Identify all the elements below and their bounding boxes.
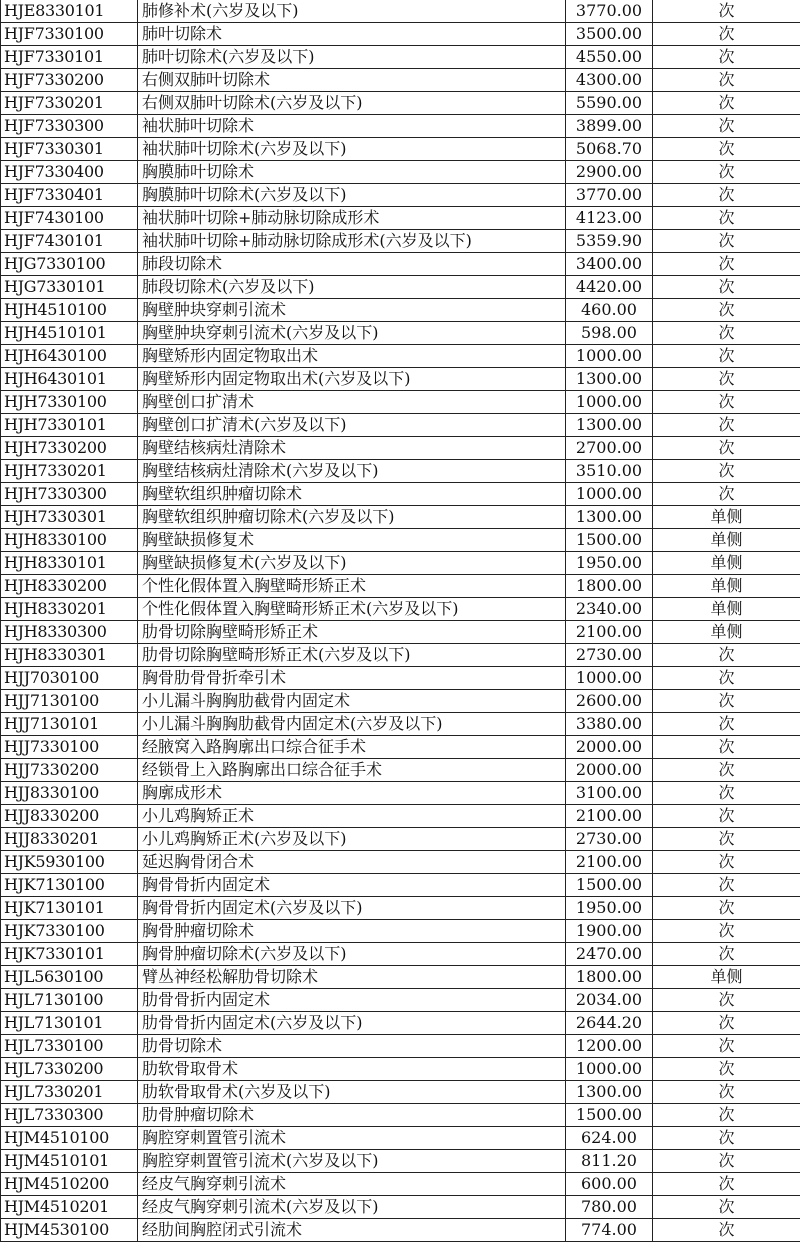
code-cell: HJM4530100 <box>1 1219 138 1242</box>
name-cell: 胸壁缺损修复术(六岁及以下) <box>138 552 566 575</box>
name-cell: 肺修补术(六岁及以下) <box>138 0 566 23</box>
code-cell: HJL7330300 <box>1 1104 138 1127</box>
price-cell: 2034.00 <box>566 989 653 1012</box>
code-cell: HJF7330300 <box>1 115 138 138</box>
table-row <box>1 552 800 575</box>
code-cell: HJH7330301 <box>1 506 138 529</box>
table-row <box>1 575 800 598</box>
price-cell: 1800.00 <box>566 966 653 989</box>
code-cell: HJL7330201 <box>1 1081 138 1104</box>
code-cell: HJL7130101 <box>1 1012 138 1035</box>
unit-cell: 次 <box>653 1081 800 1104</box>
name-cell: 右侧双肺叶切除术 <box>138 69 566 92</box>
code-cell: HJH6430100 <box>1 345 138 368</box>
table-row <box>1 897 800 920</box>
unit-cell: 次 <box>653 460 800 483</box>
price-cell: 1500.00 <box>566 874 653 897</box>
name-cell: 肺叶切除术(六岁及以下) <box>138 46 566 69</box>
price-cell: 624.00 <box>566 1127 653 1150</box>
name-cell: 胸壁矫形内固定物取出术 <box>138 345 566 368</box>
price-cell: 598.00 <box>566 322 653 345</box>
name-cell: 肋软骨取骨术(六岁及以下) <box>138 1081 566 1104</box>
price-cell: 2100.00 <box>566 805 653 828</box>
name-cell: 胸骨骨折内固定术 <box>138 874 566 897</box>
name-cell: 经皮气胸穿刺引流术(六岁及以下) <box>138 1196 566 1219</box>
name-cell: 肋骨切除术 <box>138 1035 566 1058</box>
name-cell: 胸膜肺叶切除术 <box>138 161 566 184</box>
table-row <box>1 368 800 391</box>
price-cell: 2730.00 <box>566 644 653 667</box>
table-row <box>1 1012 800 1035</box>
code-cell: HJM4510101 <box>1 1150 138 1173</box>
name-cell: 胸壁结核病灶清除术 <box>138 437 566 460</box>
unit-cell: 次 <box>653 1104 800 1127</box>
price-cell: 3400.00 <box>566 253 653 276</box>
name-cell: 小儿鸡胸矫正术(六岁及以下) <box>138 828 566 851</box>
unit-cell: 次 <box>653 989 800 1012</box>
name-cell: 胸壁肿块穿刺引流术(六岁及以下) <box>138 322 566 345</box>
price-cell: 2100.00 <box>566 851 653 874</box>
code-cell: HJK7130100 <box>1 874 138 897</box>
table-row <box>1 230 800 253</box>
name-cell: 袖状肺叶切除术(六岁及以下) <box>138 138 566 161</box>
table-row <box>1 391 800 414</box>
unit-cell: 次 <box>653 115 800 138</box>
name-cell: 小儿鸡胸矫正术 <box>138 805 566 828</box>
price-cell: 1800.00 <box>566 575 653 598</box>
price-cell: 4123.00 <box>566 207 653 230</box>
unit-cell: 次 <box>653 805 800 828</box>
price-cell: 1300.00 <box>566 368 653 391</box>
table-row <box>1 782 800 805</box>
table-row <box>1 621 800 644</box>
price-cell: 1500.00 <box>566 529 653 552</box>
price-cell: 1300.00 <box>566 414 653 437</box>
code-cell: HJG7330100 <box>1 253 138 276</box>
code-cell: HJJ8330201 <box>1 828 138 851</box>
unit-cell: 次 <box>653 644 800 667</box>
unit-cell: 次 <box>653 276 800 299</box>
table-row <box>1 989 800 1012</box>
price-cell: 1500.00 <box>566 1104 653 1127</box>
name-cell: 肺段切除术(六岁及以下) <box>138 276 566 299</box>
code-cell: HJK7130101 <box>1 897 138 920</box>
unit-cell: 次 <box>653 1219 800 1242</box>
unit-cell: 次 <box>653 1196 800 1219</box>
unit-cell: 次 <box>653 69 800 92</box>
code-cell: HJM4510201 <box>1 1196 138 1219</box>
code-cell: HJH4510100 <box>1 299 138 322</box>
code-cell: HJH6430101 <box>1 368 138 391</box>
code-cell: HJH7330100 <box>1 391 138 414</box>
price-cell: 1000.00 <box>566 483 653 506</box>
name-cell: 右侧双肺叶切除术(六岁及以下) <box>138 92 566 115</box>
code-cell: HJH7330200 <box>1 437 138 460</box>
unit-cell: 次 <box>653 368 800 391</box>
price-table-body <box>1 0 800 1242</box>
unit-cell: 次 <box>653 414 800 437</box>
code-cell: HJH8330301 <box>1 644 138 667</box>
table-row <box>1 207 800 230</box>
code-cell: HJF7330401 <box>1 184 138 207</box>
price-cell: 1300.00 <box>566 506 653 529</box>
code-cell: HJJ7130101 <box>1 713 138 736</box>
code-cell: HJF7330301 <box>1 138 138 161</box>
table-row <box>1 644 800 667</box>
price-cell: 780.00 <box>566 1196 653 1219</box>
name-cell: 胸壁肿块穿刺引流术 <box>138 299 566 322</box>
price-cell: 3100.00 <box>566 782 653 805</box>
unit-cell: 单侧 <box>653 506 800 529</box>
name-cell: 胸骨骨折内固定术(六岁及以下) <box>138 897 566 920</box>
code-cell: HJF7330400 <box>1 161 138 184</box>
code-cell: HJF7430101 <box>1 230 138 253</box>
name-cell: 胸廓成形术 <box>138 782 566 805</box>
price-cell: 2470.00 <box>566 943 653 966</box>
unit-cell: 单侧 <box>653 552 800 575</box>
price-cell: 1000.00 <box>566 391 653 414</box>
price-cell: 4550.00 <box>566 46 653 69</box>
table-row <box>1 851 800 874</box>
code-cell: HJJ7330100 <box>1 736 138 759</box>
unit-cell: 次 <box>653 138 800 161</box>
table-row <box>1 1081 800 1104</box>
code-cell: HJK5930100 <box>1 851 138 874</box>
price-cell: 1200.00 <box>566 1035 653 1058</box>
name-cell: 胸骨肿瘤切除术(六岁及以下) <box>138 943 566 966</box>
unit-cell: 次 <box>653 253 800 276</box>
price-cell: 5359.90 <box>566 230 653 253</box>
name-cell: 胸腔穿刺置管引流术(六岁及以下) <box>138 1150 566 1173</box>
unit-cell: 单侧 <box>653 575 800 598</box>
table-row <box>1 506 800 529</box>
price-cell: 3770.00 <box>566 0 653 23</box>
name-cell: 小儿漏斗胸胸肋截骨内固定术(六岁及以下) <box>138 713 566 736</box>
name-cell: 胸壁缺损修复术 <box>138 529 566 552</box>
code-cell: HJK7330101 <box>1 943 138 966</box>
table-row <box>1 92 800 115</box>
unit-cell: 次 <box>653 690 800 713</box>
code-cell: HJH7330101 <box>1 414 138 437</box>
table-row <box>1 943 800 966</box>
code-cell: HJH8330101 <box>1 552 138 575</box>
unit-cell: 次 <box>653 828 800 851</box>
price-cell: 2340.00 <box>566 598 653 621</box>
unit-cell: 次 <box>653 299 800 322</box>
unit-cell: 次 <box>653 437 800 460</box>
table-row <box>1 437 800 460</box>
code-cell: HJF7330101 <box>1 46 138 69</box>
name-cell: 袖状肺叶切除术 <box>138 115 566 138</box>
name-cell: 肋骨切除胸壁畸形矫正术 <box>138 621 566 644</box>
price-cell: 3899.00 <box>566 115 653 138</box>
price-cell: 2644.20 <box>566 1012 653 1035</box>
table-row <box>1 115 800 138</box>
price-cell: 1000.00 <box>566 1058 653 1081</box>
price-cell: 1900.00 <box>566 920 653 943</box>
unit-cell: 次 <box>653 667 800 690</box>
price-cell: 3510.00 <box>566 460 653 483</box>
table-row <box>1 598 800 621</box>
name-cell: 肺叶切除术 <box>138 23 566 46</box>
unit-cell: 次 <box>653 345 800 368</box>
price-cell: 2900.00 <box>566 161 653 184</box>
code-cell: HJM4510100 <box>1 1127 138 1150</box>
code-cell: HJE8330101 <box>1 0 138 23</box>
name-cell: 胸壁创口扩清术(六岁及以下) <box>138 414 566 437</box>
code-cell: HJJ7030100 <box>1 667 138 690</box>
code-cell: HJH7330201 <box>1 460 138 483</box>
unit-cell: 次 <box>653 943 800 966</box>
table-row <box>1 966 800 989</box>
code-cell: HJH8330300 <box>1 621 138 644</box>
name-cell: 肋骨肿瘤切除术 <box>138 1104 566 1127</box>
code-cell: HJF7330201 <box>1 92 138 115</box>
price-cell: 1000.00 <box>566 667 653 690</box>
code-cell: HJF7330100 <box>1 23 138 46</box>
name-cell: 个性化假体置入胸壁畸形矫正术(六岁及以下) <box>138 598 566 621</box>
table-row <box>1 253 800 276</box>
name-cell: 延迟胸骨闭合术 <box>138 851 566 874</box>
name-cell: 小儿漏斗胸胸肋截骨内固定术 <box>138 690 566 713</box>
unit-cell: 单侧 <box>653 598 800 621</box>
name-cell: 胸壁结核病灶清除术(六岁及以下) <box>138 460 566 483</box>
table-row <box>1 874 800 897</box>
unit-cell: 次 <box>653 1173 800 1196</box>
name-cell: 肋骨骨折内固定术(六岁及以下) <box>138 1012 566 1035</box>
name-cell: 胸腔穿刺置管引流术 <box>138 1127 566 1150</box>
unit-cell: 次 <box>653 851 800 874</box>
name-cell: 胸壁软组织肿瘤切除术 <box>138 483 566 506</box>
unit-cell: 次 <box>653 1058 800 1081</box>
code-cell: HJH8330200 <box>1 575 138 598</box>
name-cell: 肋骨骨折内固定术 <box>138 989 566 1012</box>
code-cell: HJH8330100 <box>1 529 138 552</box>
code-cell: HJG7330101 <box>1 276 138 299</box>
name-cell: 肺段切除术 <box>138 253 566 276</box>
unit-cell: 次 <box>653 322 800 345</box>
table-row <box>1 805 800 828</box>
name-cell: 经腋窝入路胸廓出口综合征手术 <box>138 736 566 759</box>
table-row <box>1 1035 800 1058</box>
name-cell: 胸膜肺叶切除术(六岁及以下) <box>138 184 566 207</box>
unit-cell: 次 <box>653 391 800 414</box>
unit-cell: 次 <box>653 230 800 253</box>
unit-cell: 次 <box>653 1150 800 1173</box>
unit-cell: 次 <box>653 161 800 184</box>
code-cell: HJJ7130100 <box>1 690 138 713</box>
code-cell: HJJ8330100 <box>1 782 138 805</box>
name-cell: 胸壁创口扩清术 <box>138 391 566 414</box>
unit-cell: 次 <box>653 1127 800 1150</box>
unit-cell: 单侧 <box>653 621 800 644</box>
table-row <box>1 69 800 92</box>
code-cell: HJJ8330200 <box>1 805 138 828</box>
table-row <box>1 1196 800 1219</box>
price-cell: 2000.00 <box>566 759 653 782</box>
price-cell: 4420.00 <box>566 276 653 299</box>
table-row <box>1 46 800 69</box>
table-row <box>1 322 800 345</box>
table-row <box>1 1058 800 1081</box>
code-cell: HJH4510101 <box>1 322 138 345</box>
price-cell: 2730.00 <box>566 828 653 851</box>
table-row <box>1 23 800 46</box>
code-cell: HJM4510200 <box>1 1173 138 1196</box>
code-cell: HJH7330300 <box>1 483 138 506</box>
table-row <box>1 138 800 161</box>
table-row <box>1 460 800 483</box>
table-row <box>1 276 800 299</box>
price-cell: 774.00 <box>566 1219 653 1242</box>
price-cell: 5068.70 <box>566 138 653 161</box>
price-cell: 2700.00 <box>566 437 653 460</box>
price-cell: 3380.00 <box>566 713 653 736</box>
price-cell: 5590.00 <box>566 92 653 115</box>
unit-cell: 次 <box>653 207 800 230</box>
name-cell: 臂丛神经松解肋骨切除术 <box>138 966 566 989</box>
unit-cell: 次 <box>653 782 800 805</box>
unit-cell: 单侧 <box>653 529 800 552</box>
unit-cell: 次 <box>653 897 800 920</box>
name-cell: 胸骨肿瘤切除术 <box>138 920 566 943</box>
table-row <box>1 1127 800 1150</box>
price-cell: 2100.00 <box>566 621 653 644</box>
table-row <box>1 1173 800 1196</box>
table-row <box>1 690 800 713</box>
unit-cell: 单侧 <box>653 966 800 989</box>
unit-cell: 次 <box>653 713 800 736</box>
unit-cell: 次 <box>653 483 800 506</box>
price-cell: 1950.00 <box>566 897 653 920</box>
table-row <box>1 0 800 23</box>
name-cell: 个性化假体置入胸壁畸形矫正术 <box>138 575 566 598</box>
table-row <box>1 828 800 851</box>
price-cell: 3500.00 <box>566 23 653 46</box>
unit-cell: 次 <box>653 92 800 115</box>
code-cell: HJL7330200 <box>1 1058 138 1081</box>
price-cell: 1300.00 <box>566 1081 653 1104</box>
name-cell: 经锁骨上入路胸廓出口综合征手术 <box>138 759 566 782</box>
price-cell: 1950.00 <box>566 552 653 575</box>
price-cell: 2600.00 <box>566 690 653 713</box>
price-cell: 1000.00 <box>566 345 653 368</box>
code-cell: HJL7330100 <box>1 1035 138 1058</box>
price-cell: 3770.00 <box>566 184 653 207</box>
name-cell: 肋骨切除胸壁畸形矫正术(六岁及以下) <box>138 644 566 667</box>
code-cell: HJL7130100 <box>1 989 138 1012</box>
name-cell: 袖状肺叶切除+肺动脉切除成形术(六岁及以下) <box>138 230 566 253</box>
table-row <box>1 920 800 943</box>
unit-cell: 次 <box>653 184 800 207</box>
name-cell: 胸壁矫形内固定物取出术(六岁及以下) <box>138 368 566 391</box>
table-row <box>1 483 800 506</box>
unit-cell: 次 <box>653 920 800 943</box>
price-cell: 811.20 <box>566 1150 653 1173</box>
name-cell: 肋软骨取骨术 <box>138 1058 566 1081</box>
table-row <box>1 529 800 552</box>
code-cell: HJF7330200 <box>1 69 138 92</box>
unit-cell: 次 <box>653 759 800 782</box>
price-cell: 4300.00 <box>566 69 653 92</box>
code-cell: HJL5630100 <box>1 966 138 989</box>
table-row <box>1 667 800 690</box>
table-row <box>1 1104 800 1127</box>
table-row <box>1 1219 800 1242</box>
code-cell: HJH8330201 <box>1 598 138 621</box>
table-row <box>1 345 800 368</box>
price-cell: 460.00 <box>566 299 653 322</box>
table-row <box>1 759 800 782</box>
table-row <box>1 299 800 322</box>
price-cell: 2000.00 <box>566 736 653 759</box>
name-cell: 经皮气胸穿刺引流术 <box>138 1173 566 1196</box>
unit-cell: 次 <box>653 0 800 23</box>
table-row <box>1 414 800 437</box>
table-row <box>1 736 800 759</box>
unit-cell: 次 <box>653 736 800 759</box>
name-cell: 经肋间胸腔闭式引流术 <box>138 1219 566 1242</box>
code-cell: HJK7330100 <box>1 920 138 943</box>
table-row <box>1 713 800 736</box>
code-cell: HJJ7330200 <box>1 759 138 782</box>
unit-cell: 次 <box>653 46 800 69</box>
unit-cell: 次 <box>653 1012 800 1035</box>
name-cell: 胸壁软组织肿瘤切除术(六岁及以下) <box>138 506 566 529</box>
unit-cell: 次 <box>653 23 800 46</box>
table-row <box>1 1150 800 1173</box>
price-cell: 600.00 <box>566 1173 653 1196</box>
unit-cell: 次 <box>653 1035 800 1058</box>
name-cell: 袖状肺叶切除+肺动脉切除成形术 <box>138 207 566 230</box>
code-cell: HJF7430100 <box>1 207 138 230</box>
table-row <box>1 184 800 207</box>
unit-cell: 次 <box>653 874 800 897</box>
table-row <box>1 161 800 184</box>
name-cell: 胸骨肋骨骨折牵引术 <box>138 667 566 690</box>
